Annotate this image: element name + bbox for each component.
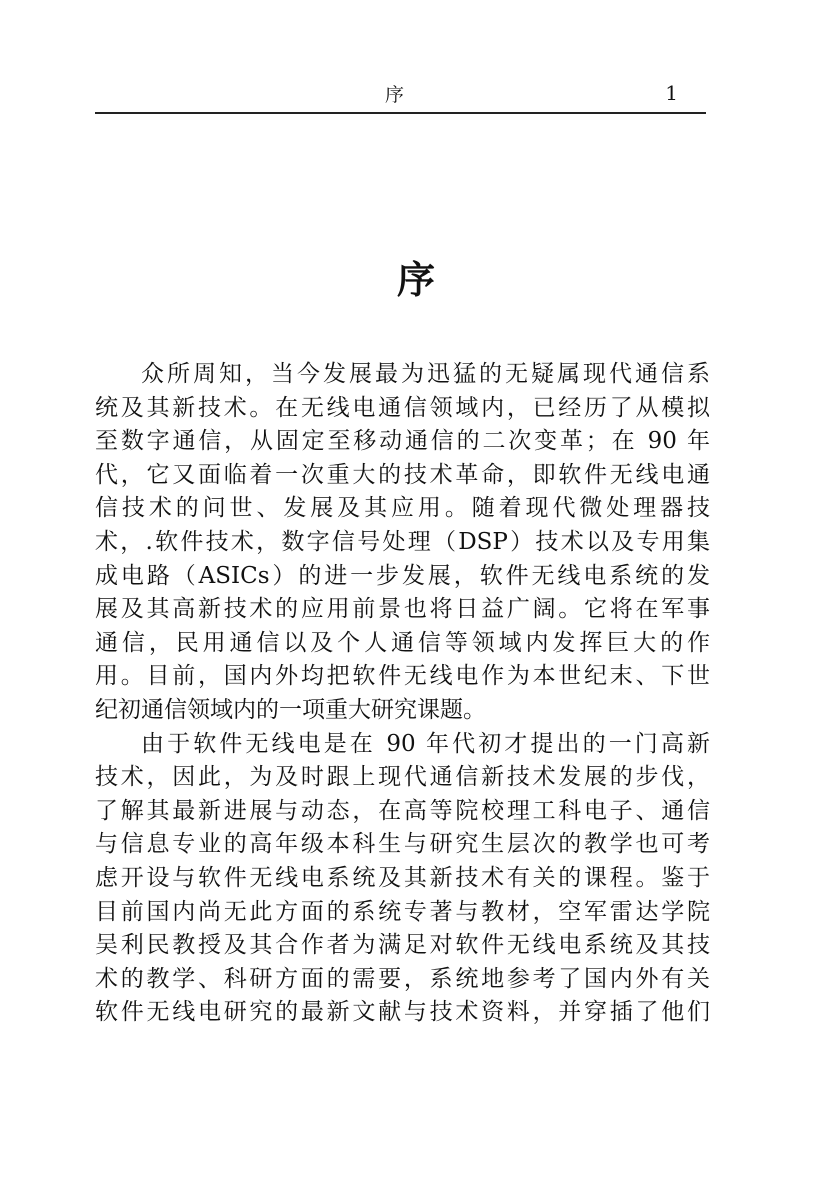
text-line: 信技术的问世、发展及其应用。随着现代微处理器技 <box>95 495 710 522</box>
text-line: 吴利民教授及其合作者为满足对软件无线电系统及其技 <box>95 932 710 959</box>
page-number: 1 <box>665 81 678 105</box>
text-line: 代，它又面临着一次重大的技术革命，即软件无线电通 <box>95 461 710 488</box>
text-line: 纪初通信领域内的一项重大研究课题。 <box>95 696 486 723</box>
text-line: 成电路（ASICs）的进一步发展，软件无线电系统的发 <box>95 562 710 589</box>
paragraph-2 <box>95 728 710 1030</box>
text-line: 术的教学、科研方面的需要，系统地参考了国内外有关 <box>95 965 710 992</box>
text-line: 通信，民用通信以及个人通信等领域内发挥巨大的作 <box>95 629 710 656</box>
running-header <box>95 78 706 114</box>
text-line: 技术，因此，为及时跟上现代通信新技术发展的步伐， <box>95 764 710 791</box>
text-line: 软件无线电研究的最新文献与技术资料，并穿插了他们 <box>95 999 710 1026</box>
text-line: 虑开设与软件无线电系统及其新技术有关的课程。鉴于 <box>95 864 710 891</box>
text-line: 统及其新技术。在无线电通信领域内，已经历了从模拟 <box>95 394 710 421</box>
text-line: 了解其最新进展与动态，在高等院校理工科电子、通信 <box>95 797 710 824</box>
chapter-title: 序 <box>396 257 437 302</box>
text-line: 与信息专业的高年级本科生与研究生层次的教学也可考 <box>95 831 710 858</box>
paragraph-1 <box>95 358 710 728</box>
text-line: 众所周知，当今发展最为迅猛的无疑属现代通信系 <box>141 361 710 387</box>
text-line: 目前国内尚无此方面的系统专著与教材，空军雷达学院 <box>95 898 710 925</box>
header-title: 序 <box>385 84 405 106</box>
text-line: 术，.软件技术，数字信号处理（DSP）技术以及专用集 <box>95 528 710 555</box>
text-line: 用。目前，国内外均把软件无线电作为本世纪末、下世 <box>95 663 710 690</box>
text-line: 展及其高新技术的应用前景也将日益广阔。它将在军事 <box>95 596 710 623</box>
text-line: 由于软件无线电是在 90 年代初才提出的一门高新 <box>141 730 710 757</box>
text-line: 至数字通信，从固定至移动通信的二次变革；在 90 年 <box>95 428 710 455</box>
body-text <box>95 358 710 1030</box>
